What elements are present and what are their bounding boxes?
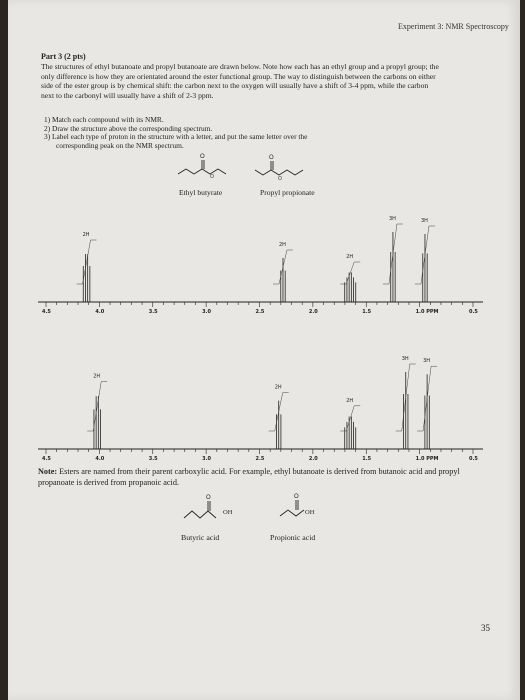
integration-curve xyxy=(77,240,97,284)
note-label: Note: xyxy=(38,467,58,476)
intro-paragraph: The structures of ethyl butanoate and propyl butanoate are drawn below. Note how each has an ethyl group and a propyl group; the only difference is how they are orientated around the ester functional group. The way to distinguish between the carbons on either side of the ester group is by chemical shift: the carbon next to the oxygen will usually have a shift of 3-4 ppm, while the carbon next to the carbonyl will usually have a shift of 2-3 ppm. xyxy=(41,62,439,100)
propyl-propionate-structure xyxy=(255,161,303,175)
svg-text:O: O xyxy=(294,494,299,500)
tick-label: 3.0 xyxy=(202,309,211,315)
svg-text:O: O xyxy=(200,154,205,160)
tick-label: 4.0 xyxy=(95,456,105,462)
tick-label: 1.0 PPM xyxy=(415,309,439,315)
instruction-3: 3) Label each type of proton in the structure with a letter, and put the same letter over the xyxy=(44,132,308,142)
instruction-2: 2) Draw the structure above the corresponding spectrum. xyxy=(44,123,213,133)
peak-label: 2H xyxy=(346,254,354,260)
instruction-1: 1) Match each compound with its NMR. xyxy=(44,115,164,124)
instruction-3-cont: corresponding peak on the NMR spectrum. xyxy=(56,140,184,150)
peak-label: 2H xyxy=(278,242,286,248)
integration-curve xyxy=(87,382,107,431)
peak-label: 2H xyxy=(274,384,282,391)
butyric-acid-structure xyxy=(184,501,216,518)
propyl-propionate-label: Propyl propionate xyxy=(260,188,315,197)
svg-text:O: O xyxy=(278,176,282,182)
tick-label: 4.0 xyxy=(95,309,105,315)
svg-text:O: O xyxy=(269,155,274,161)
tick-label: 3.5 xyxy=(148,309,158,315)
page-header: Experiment 3: NMR Spectroscopy xyxy=(398,22,509,31)
ethyl-butyrate-label: Ethyl butyrate xyxy=(179,188,223,197)
peak-multiplet xyxy=(94,396,101,449)
propionic-acid-label: Propionic acid xyxy=(270,533,316,542)
butyric-acid-label: Butyric acid xyxy=(181,533,220,542)
peak-label: 3H xyxy=(388,216,396,222)
tick-label: 1.5 xyxy=(362,456,372,462)
tick-label: 4.5 xyxy=(42,456,51,462)
tick-label: 2.0 xyxy=(308,309,318,315)
oh-label-butyric: OH xyxy=(223,509,233,516)
note-paragraph xyxy=(38,467,488,488)
integration-curve xyxy=(340,406,360,431)
tick-label: 2.0 xyxy=(308,456,318,462)
tick-label: 1.0 PPM xyxy=(415,456,439,462)
peak-multiplet xyxy=(281,258,285,302)
tick-label: 2.5 xyxy=(255,309,265,315)
tick-label: 1.5 xyxy=(362,309,372,315)
nmr-spectrum-2 xyxy=(38,357,483,467)
propionic-acid-structure xyxy=(280,500,304,516)
nmr-spectrum-1 xyxy=(38,216,483,322)
peak-label: 3H xyxy=(401,356,409,362)
integration-curve xyxy=(340,262,360,284)
tick-label: 4.5 xyxy=(42,309,51,315)
tick-label: 3.0 xyxy=(202,456,211,462)
peak-label: 3H xyxy=(423,358,431,365)
peak-label: 3H xyxy=(420,218,428,224)
svg-text:O: O xyxy=(210,174,214,180)
peak-label: 2H xyxy=(346,397,354,404)
peak-label: 2H xyxy=(93,373,101,380)
page-number: 35 xyxy=(481,623,490,633)
peak-label: 2H xyxy=(82,232,90,238)
tick-label: 3.5 xyxy=(148,456,158,462)
tick-label: 2.5 xyxy=(255,456,265,462)
tick-label: 0.5 xyxy=(469,309,478,315)
ester-structures xyxy=(8,0,520,700)
peak-multiplet xyxy=(277,401,281,449)
note-text: Esters are named from their parent carboxylic acid. For example, ethyl butanoate is derived from butanoic acid and propyl propanoate is derived from propanoic acid. xyxy=(38,467,460,487)
tick-label: 0.5 xyxy=(469,456,478,462)
oh-label-propionic: OH xyxy=(305,509,315,516)
worksheet-page xyxy=(8,0,520,700)
part-heading: Part 3 (2 pts) xyxy=(41,52,86,61)
peak-multiplet xyxy=(345,417,356,449)
svg-text:O: O xyxy=(206,495,211,501)
peak-multiplet xyxy=(345,272,356,302)
ethyl-butyrate-structure xyxy=(178,160,226,174)
